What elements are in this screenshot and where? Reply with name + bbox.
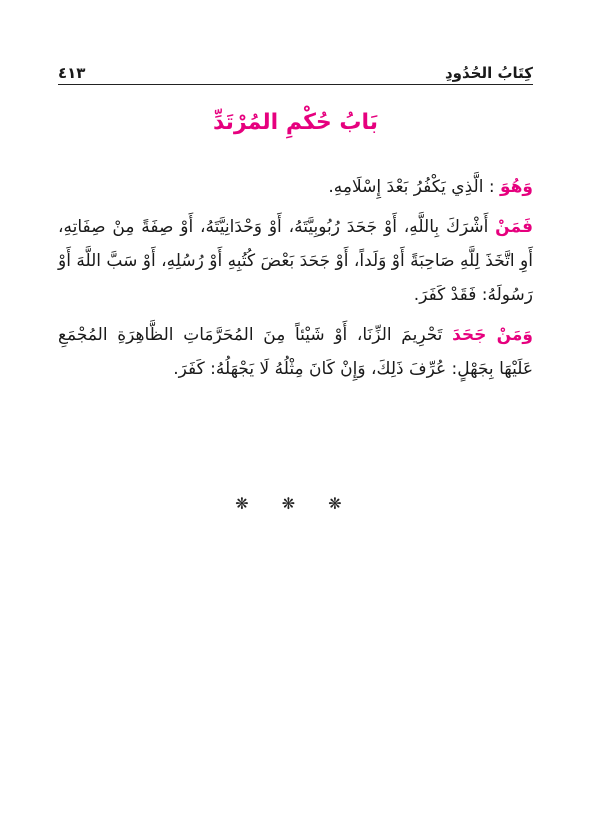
paragraph-text: تَحْرِيمَ الزِّنَا، أَوْ شَيْئاً مِنَ المُحَرَّمَاتِ الظَّاهِرَةِ المُجْمَعِ عَلَيْهَا بِجَهْلٍ: عُرِّفَ ذَلِكَ، وَإِنْ كَانَ مِثْلُهُ لَا يَجْهَلُهُ: كَفَرَ. xyxy=(58,325,533,379)
chapter-title: بَابُ حُكْمِ المُرْتَدِّ xyxy=(212,110,379,135)
paragraph-lead-keyword: وَهُوَ xyxy=(499,177,533,197)
paragraph-definition xyxy=(58,170,533,204)
page-number: ٤١٣ xyxy=(58,64,86,82)
paragraph-text: : الَّذِي يَكْفُرُ بَعْدَ إِسْلَامِهِ. xyxy=(328,177,495,197)
section-separator: ❋ ❋ ❋ xyxy=(235,494,356,513)
body-text xyxy=(58,170,533,392)
paragraph-lead-keyword: وَمَنْ جَحَدَ xyxy=(452,325,533,345)
paragraph-text: أَشْرَكَ بِاللَّهِ، أَوْ جَحَدَ رُبُوبِيَّتَهُ، أَوْ وَحْدَانِيَّتَهُ، أَوْ صِفَةً مِنْ صِفَاتِهِ، أَوِ اتَّخَذَ لِلَّهِ صَاحِبَةً أَوْ وَلَداً، أَوْ جَحَدَ بَعْضَ كُتُبِهِ أَوْ رُسُلِهِ، أَوْ سَبَّ اللَّهَ أَوْ رَسُولَهُ: فَقَدْ كَفَرَ. xyxy=(58,217,533,305)
header-rule xyxy=(58,84,533,85)
running-head-chapter: كِتَابُ الحُدُودِ xyxy=(444,64,533,82)
paragraph-lead-keyword: فَمَنْ xyxy=(495,217,533,237)
paragraph-denial-of-prohibitions xyxy=(58,318,533,386)
paragraph-apostasy-cases xyxy=(58,210,533,312)
running-head xyxy=(58,58,533,82)
